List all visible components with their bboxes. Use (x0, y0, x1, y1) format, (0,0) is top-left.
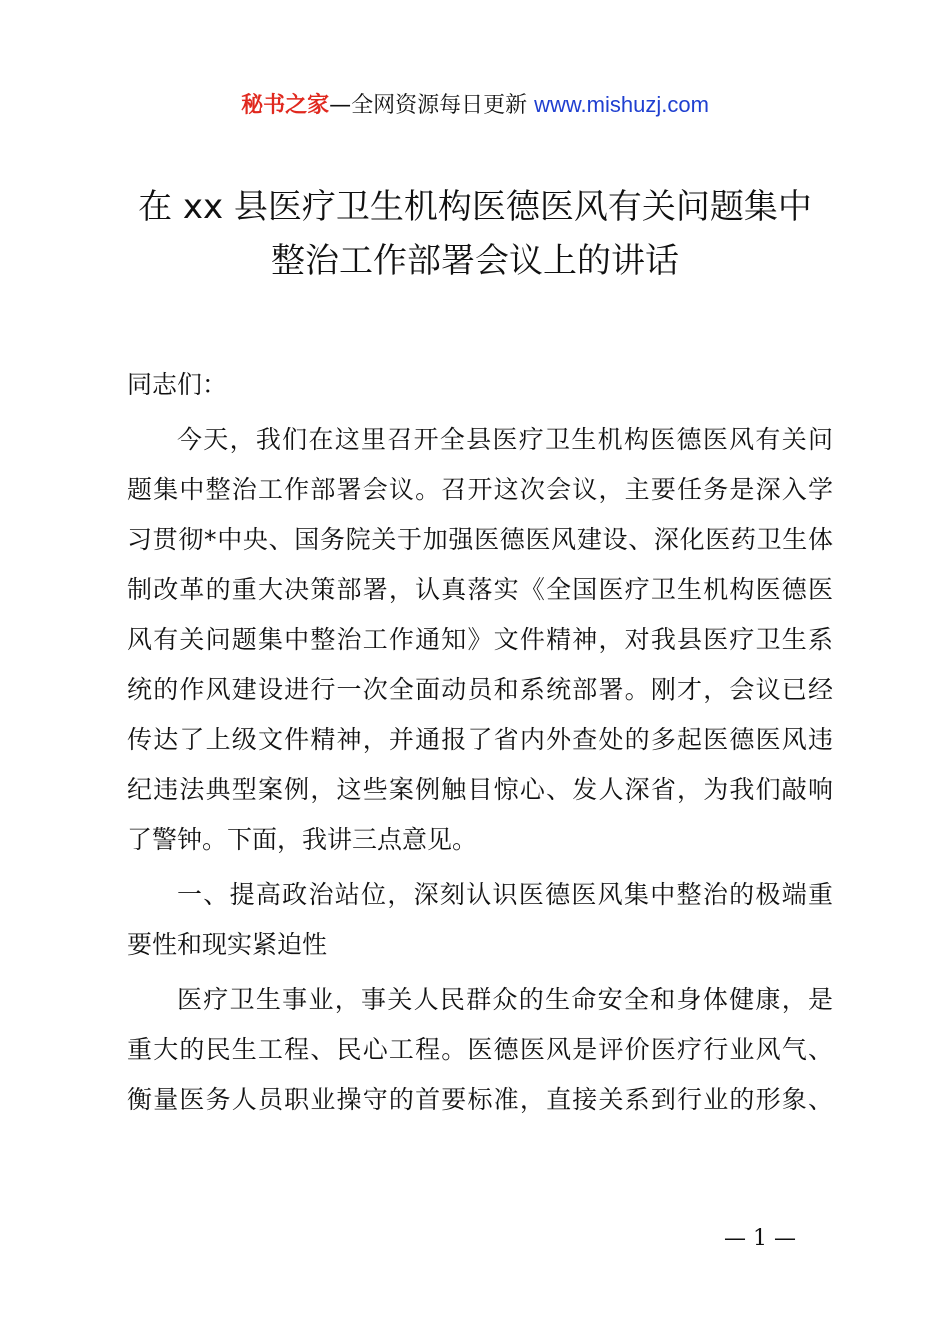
text-line: 统的作风建设进行一次全面动员和系统部署。刚才，会议已经 (127, 675, 833, 704)
text-line: 习贯彻*中央、国务院关于加强医德医风建设、深化医药卫生体 (127, 525, 833, 554)
text-line: 纪违法典型案例，这些案例触目惊心、发人深省，为我们敲响 (127, 775, 833, 804)
paragraph-section-1 (127, 975, 833, 1125)
text-line: 制改革的重大决策部署，认真落实《全国医疗卫生机构医德医 (127, 575, 833, 604)
text-line: 题集中整治工作部署会议。召开这次会议，主要任务是深入学 (127, 475, 833, 504)
text-line: 衡量医务人员职业操守的首要标准，直接关系到行业的形象、 (127, 1085, 833, 1114)
site-header (0, 88, 950, 123)
text-line: 风有关问题集中整治工作通知》文件精神，对我县医疗卫生系 (127, 625, 833, 654)
paragraph-intro (127, 415, 833, 865)
brand-name: 秘书之家 (241, 93, 330, 118)
document-body (127, 360, 833, 1130)
heading-line: 要性和现实紧迫性 (127, 930, 328, 959)
heading-line: 一、提高政治站位，深刻认识医德医风集中整治的极端重 (177, 880, 833, 909)
text-line: 了警钟。下面，我讲三点意见。 (127, 825, 478, 854)
title-line: 整治工作部署会议上的讲话 (271, 241, 679, 281)
text-line: 传达了上级文件精神，并通报了省内外查处的多起医德医风违 (127, 725, 833, 754)
section-heading-1 (127, 870, 833, 970)
document-title (100, 180, 850, 288)
text-line: 今天，我们在这里召开全县医疗卫生机构医德医风有关问 (177, 425, 833, 454)
text-line: 医疗卫生事业，事关人民群众的生命安全和身体健康，是 (177, 985, 833, 1014)
text-line: 重大的民生工程、民心工程。医德医风是评价医疗行业风气、 (127, 1035, 833, 1064)
title-line: 在 xx 县医疗卫生机构医德医风有关问题集中 (138, 187, 812, 227)
site-url-link[interactable]: www.mishuzj.com (534, 92, 709, 117)
page-number: — 1 — (724, 1226, 796, 1251)
salutation: 同志们： (127, 370, 228, 399)
header-tagline: —全网资源每日更新 (329, 93, 535, 118)
